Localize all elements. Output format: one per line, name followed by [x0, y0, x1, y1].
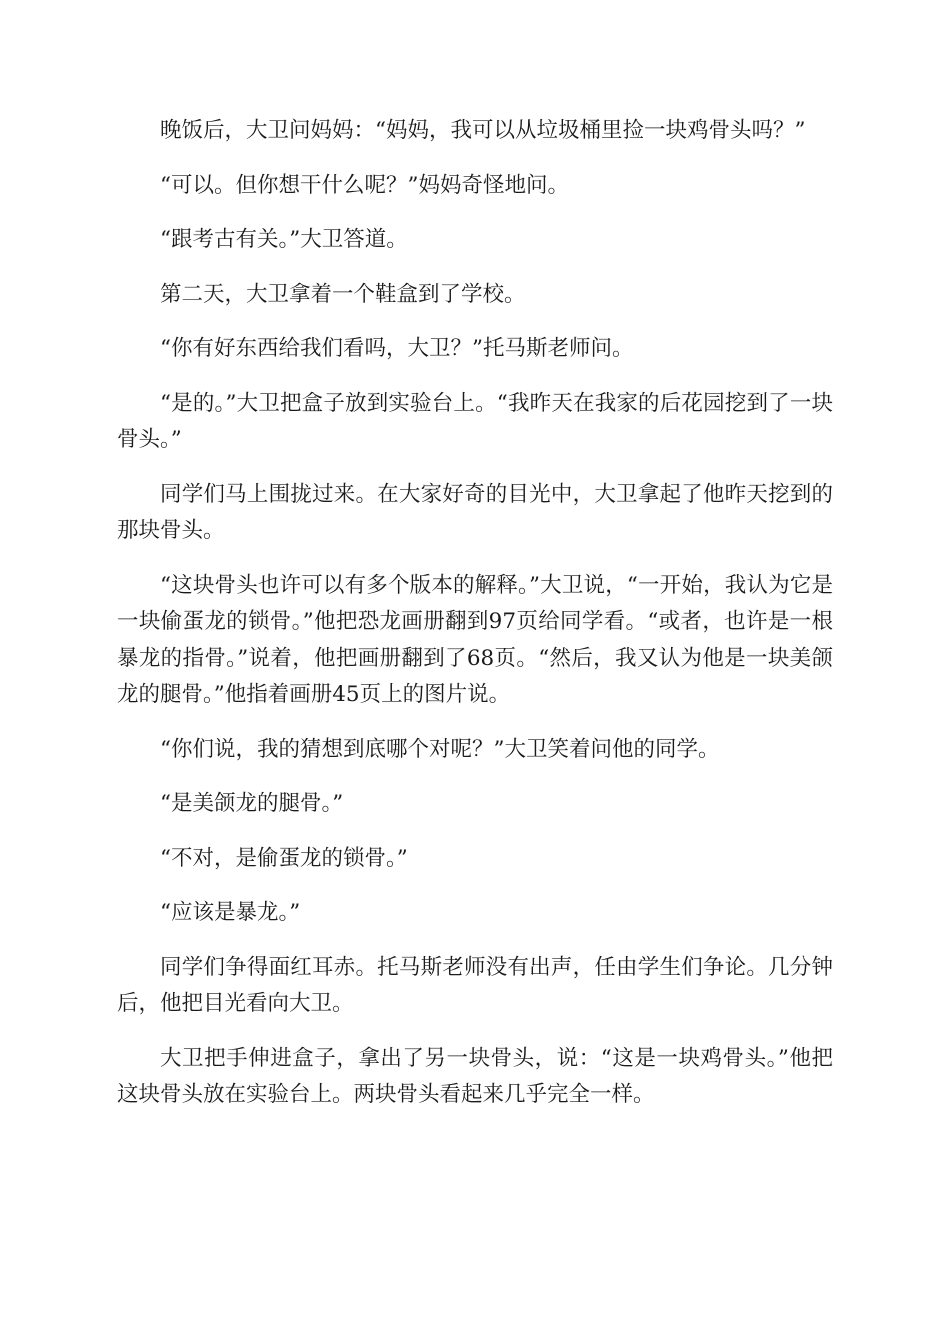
paragraph-9: “你们说，我的猜想到底哪个对呢？”大卫笑着问他的同学。: [160, 736, 720, 762]
paragraph-14: 大卫把手伸进盒子，拿出了另一块骨头，说：“这是一块鸡骨头。”他把这块骨头放在实验台上。两块骨头看起来几乎完全一样。: [117, 1045, 833, 1107]
paragraph-5: “你有好东西给我们看吗，大卫？”托马斯老师问。: [160, 336, 634, 361]
paragraph-10: “是美颌龙的腿骨。”: [160, 791, 344, 816]
paragraph-13: 同学们争得面红耳赤。托马斯老师没有出声，任由学生们争论。几分钟后，他把目光看向大卫。: [117, 954, 833, 1016]
paragraph-2: “可以。但你想干什么呢？”妈妈奇怪地问。: [160, 172, 569, 198]
paragraph-3: “跟考古有关。”大卫答道。: [160, 227, 408, 252]
paragraph-1: 晚饭后，大卫问妈妈：“妈妈，我可以从垃圾桶里捡一块鸡骨头吗？”: [160, 118, 806, 143]
paragraph-6: “是的。”大卫把盒子放到实验台上。“我昨天在我家的后花园挖到了一块骨头。”: [117, 390, 833, 452]
story-text: [117, 113, 833, 1132]
paragraph-4: 第二天，大卫拿着一个鞋盒到了学校。: [160, 281, 526, 307]
paragraph-8: “这块骨头也许可以有多个版本的解释。”大卫说，“一开始，我认为它是一块偷蛋龙的锁骨。”他把恐龙画册翻到97页给同学看。“或者，也许是一根暴龙的指骨。”说着，他把画册翻到了68页。“然后，我又认为他是一块美颌龙的腿骨。”他指着画册45页上的图片说。: [117, 572, 833, 707]
paragraph-7: 同学们马上围拢过来。在大家好奇的目光中，大卫拿起了他昨天挖到的那块骨头。: [117, 481, 833, 543]
paragraph-12: “应该是暴龙。”: [160, 900, 301, 925]
paragraph-11: “不对，是偷蛋龙的锁骨。”: [160, 845, 408, 871]
